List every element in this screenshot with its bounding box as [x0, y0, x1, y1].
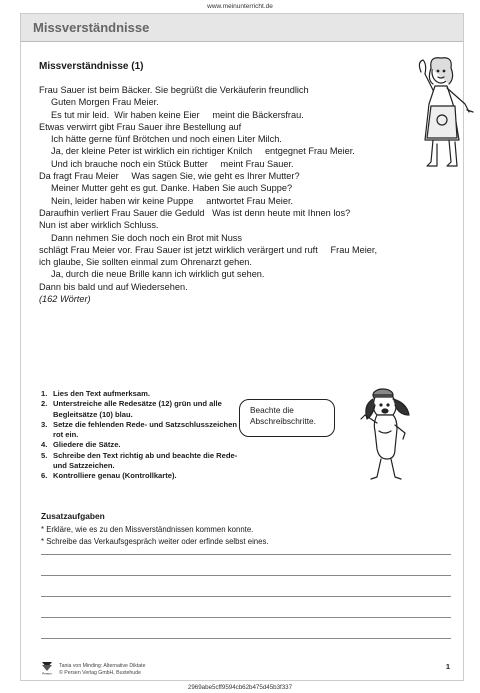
story-line: ich glaube, Sie sollten einmal zum Ohrenarzt gehen.	[39, 257, 252, 268]
task-text: Lies den Text aufmerksam.	[53, 389, 150, 398]
speech-bubble-line-2: Abschreibschritte.	[250, 416, 316, 426]
task-item	[41, 420, 241, 441]
task-number: 2.	[41, 399, 48, 409]
section-title: Missverständnisse (1)	[39, 61, 144, 72]
task-text: Kontrolliere genau (Kontrollkarte).	[53, 471, 177, 481]
story-line: Ja, durch die neue Brille kann ich wirklich gut sehen.	[51, 269, 265, 280]
title-banner	[21, 14, 463, 42]
story-line: Meiner Mutter geht es gut. Danke. Haben Sie auch Suppe?	[51, 183, 293, 194]
footer-credits	[59, 663, 146, 677]
story-line: Dann bis bald und auf Wiedersehen.	[39, 281, 188, 292]
task-item	[41, 389, 241, 399]
story-text	[39, 84, 419, 305]
task-number: 1.	[41, 389, 48, 398]
writing-line	[41, 554, 451, 555]
task-number: 3.	[41, 419, 48, 429]
page-number: 1	[445, 662, 450, 671]
publisher-logo	[41, 661, 53, 675]
speech-bubble-line-1: Beachte die	[250, 405, 294, 415]
site-url: www.meinunterricht.de	[207, 3, 273, 10]
story-line: Dann nehmen Sie doch noch ein Brot mit Nuss	[51, 232, 242, 243]
task-number: 6.	[41, 471, 48, 481]
extra-task-item: * Erkläre, wie es zu den Missverständnissen kommen konnte.	[41, 525, 254, 534]
task-item	[41, 471, 241, 481]
story-line: Da fragt Frau Meier Was sagen Sie, wie geht es Ihrer Mutter?	[39, 171, 300, 182]
extra-tasks-title: Zusatzaufgaben	[41, 511, 105, 521]
footer-publisher: © Persen Verlag GmbH, Buxtehude	[59, 670, 141, 676]
story-line: Nein, leider haben wir keine Puppe antwortet Frau Meier.	[51, 195, 294, 206]
story-line: schlägt Frau Meier vor. Frau Sauer ist jetzt wirklich verärgert und ruft Frau Meier,	[39, 244, 378, 255]
dog-illustration	[343, 379, 417, 484]
worksheet-page	[20, 13, 464, 681]
story-line: Etwas verwirrt gibt Frau Sauer ihre Bestellung auf	[39, 121, 242, 132]
speech-bubble	[239, 399, 335, 437]
story-line: Ich hätte gerne fünf Brötchen und noch einen Liter Milch.	[51, 134, 282, 145]
task-text: Gliedere die Sätze.	[53, 440, 121, 450]
publisher-logo-text: Persen	[42, 671, 52, 675]
task-item	[41, 399, 241, 420]
writing-line	[41, 638, 451, 639]
task-number: 5.	[41, 450, 48, 460]
task-text: Setze die fehlenden Rede- und Satzschlusszeichen rot ein.	[53, 419, 237, 440]
task-number: 4.	[41, 440, 48, 450]
writing-line	[41, 575, 451, 576]
woman-illustration	[407, 54, 479, 172]
extra-tasks-list	[41, 524, 269, 548]
story-line: Guten Morgen Frau Meier.	[51, 97, 159, 108]
story-line: Frau Sauer ist beim Bäcker. Sie begrüßt die Verkäuferin freundlich	[39, 85, 309, 95]
extra-task-item: * Schreibe das Verkaufsgespräch weiter oder erfinde selbst eines.	[41, 537, 269, 546]
task-item	[41, 440, 241, 450]
story-line: Nun ist aber wirklich Schluss.	[39, 220, 159, 231]
footer-author: Tania von Minding: Alternative Diktate	[59, 663, 146, 669]
banner-title: Missverständnisse	[33, 20, 150, 35]
image-hash: 2969abe5cff9594cb62b475d45b3f337	[187, 684, 293, 691]
writing-line	[41, 617, 451, 618]
task-text: Unterstreiche alle Redesätze (12) grün und alle Begleitsätze (10) blau.	[53, 399, 222, 419]
word-count: (162 Wörter)	[39, 294, 91, 305]
story-line: Daraufhin verliert Frau Sauer die Geduld Was ist denn heute mit Ihnen los?	[39, 207, 351, 218]
writing-line	[41, 596, 451, 597]
task-item	[41, 451, 241, 472]
story-line: Ja, der kleine Peter ist wirklich ein richtiger Knilch entgegnet Frau Meier.	[51, 146, 355, 157]
story-line: Es tut mir leid. Wir haben keine Eier meint die Bäckersfrau.	[51, 109, 304, 120]
story-line: Und ich brauche noch ein Stück Butter meint Frau Sauer.	[51, 158, 294, 169]
task-text: Schreibe den Text richtig ab und beachte die Rede- und Satzzeichen.	[53, 450, 238, 471]
task-list	[41, 389, 241, 482]
